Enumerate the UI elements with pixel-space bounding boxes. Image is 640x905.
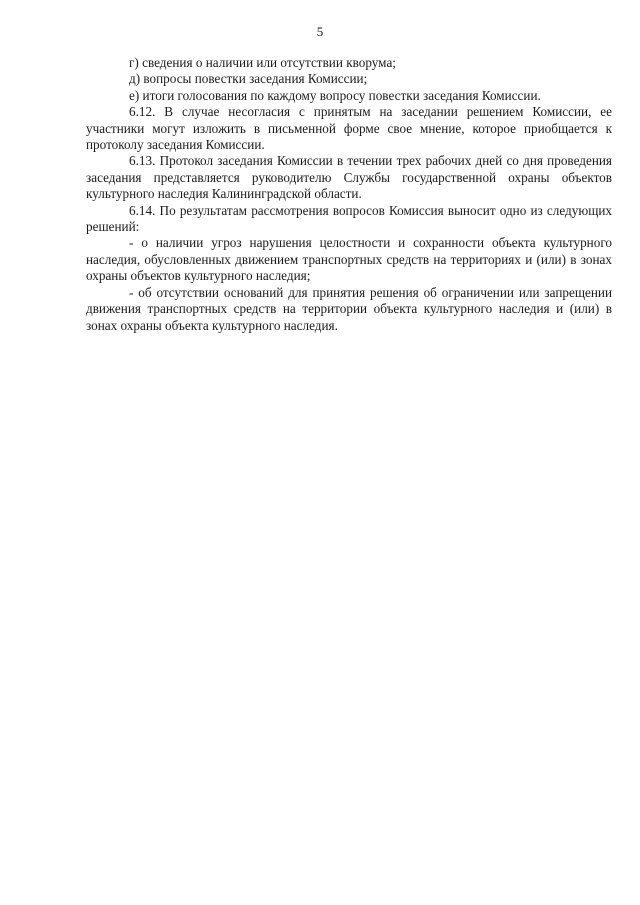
page-number: 5 [316, 24, 324, 39]
paragraph-quorum-info: г) сведения о наличии или отсутствии кворума; [129, 55, 396, 70]
document-body [86, 55, 612, 334]
paragraph-6-14: 6.14. По результатам рассмотрения вопросов Комиссия выносит одно из следующих решений: [86, 202, 612, 235]
paragraph-agenda-questions: д) вопросы повестки заседания Комиссии; [129, 71, 368, 87]
paragraph-decision-no-grounds: - об отсутствии оснований для принятия решения об ограничении или запрещении движения транспортных средств на территории объекта культурного наследия и (или) в зонах охраны объекта культурного наследия. [86, 284, 612, 333]
paragraph-6-13: 6.13. Протокол заседания Комиссии в течении трех рабочих дней со дня проведения заседания представляется руководителю Службы государственной охраны объектов культурного наследия Калининградской области. [86, 153, 612, 202]
paragraph-voting-results: е) итоги голосования по каждому вопросу повестки заседания Комиссии. [129, 87, 541, 103]
paragraph-6-12: 6.12. В случае несогласия с принятым на заседании решением Комиссии, ее участники могут изложить в письменной форме свое мнение, которое приобщается к протоколу заседания Комиссии. [86, 104, 612, 153]
paragraph-decision-threats: - о наличии угроз нарушения целостности и сохранности объекта культурного наследия, обусловленных движением транспортных средств на территориях и (или) в зонах охраны объектов культурного наследия; [86, 235, 612, 284]
